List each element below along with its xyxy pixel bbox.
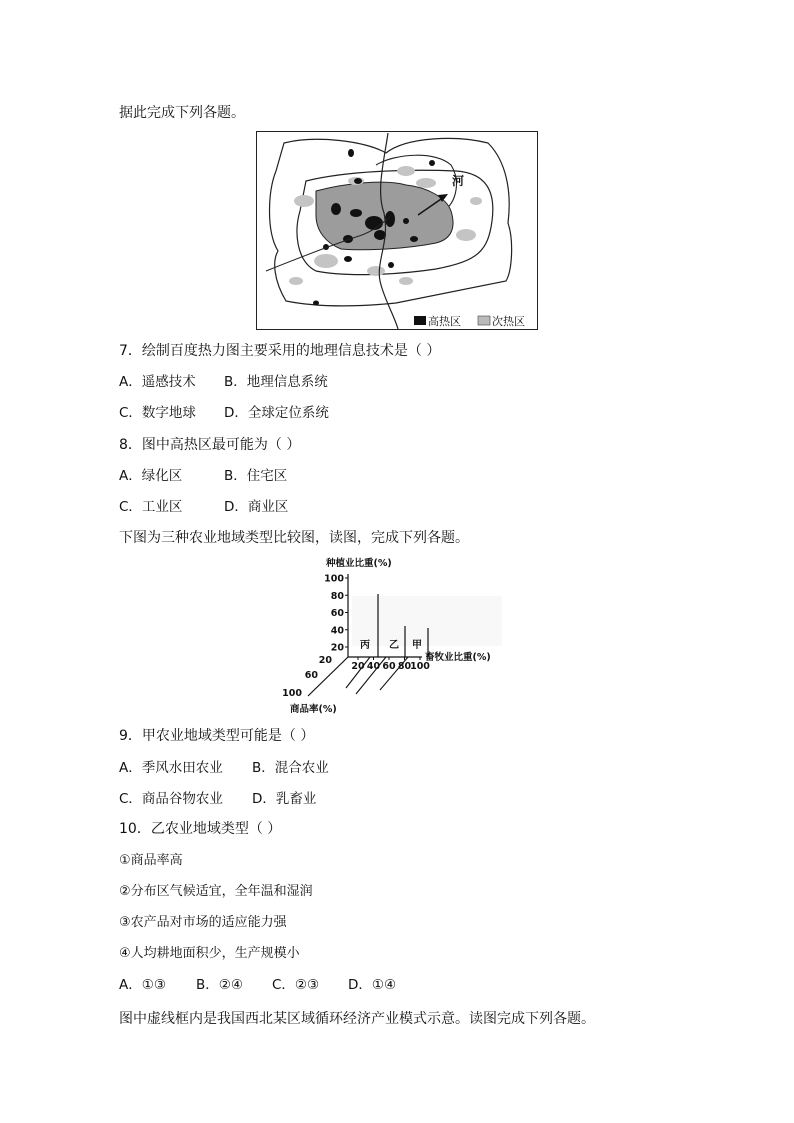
q10-stem: 10．乙农业地域类型（ ） [119,821,282,837]
x-tick-label: 20 [351,661,365,672]
q10-statement-3: ③农产品对市场的适应能力强 [119,915,287,930]
q9-option-a: A．季风水田农业 [119,760,223,776]
category-label-1: 丙 [360,640,370,651]
z-tick-label: 60 [304,670,318,681]
y-tick-label: 20 [330,642,344,654]
q8-option-b: B．住宅区 [224,468,288,484]
x-tick-label: 80 [397,661,412,672]
q9-option-b: B．混合农业 [252,760,329,776]
legend-high-label: 高热区 [428,315,461,328]
legend-sub-label: 次热区 [492,315,525,328]
q10-statement-4: ④人均耕地面积少，生产规模小 [119,946,300,961]
y-tick-label: 100 [324,573,344,585]
x-axis-label: 畜牧业比重(%) [425,652,491,663]
q8-option-d: D．商业区 [224,499,289,515]
intro-text-1: 据此完成下列各题。 [119,105,245,121]
y-axis-label: 种植业比重(%) [326,558,392,569]
q10-statement-2: ②分布区气候适宜，全年温和湿润 [119,884,313,899]
q7-option-b: B．地理信息系统 [224,374,328,390]
q10-option-a: A．①③ [119,977,166,993]
q7-option-c: C．数字地球 [119,405,196,421]
q10-option-b: B．②④ [196,977,243,993]
x-tick-label: 60 [382,661,396,672]
legend-high-swatch [414,316,426,325]
intro-text-2: 下图为三种农业地域类型比较图，读图，完成下列各题。 [119,530,469,546]
z-tick-label: 100 [282,688,302,699]
q10-option-d: D．①④ [348,977,397,993]
q9-stem: 9．甲农业地域类型可能是（ ） [119,728,315,744]
category-label-3: 甲 [412,640,422,651]
q8-option-c: C．工业区 [119,499,183,515]
y-tick-label: 80 [330,590,344,602]
x-tick-label: 40 [366,661,381,672]
q9-option-c: C．商品谷物农业 [119,791,223,807]
z-axis-label: 商品率(%) [290,704,337,715]
q7-option-a: A．遥感技术 [119,374,196,390]
x-tick-label: 100 [410,661,430,672]
legend-sub-swatch [478,316,490,325]
chart-background [352,596,502,646]
q10-option-c: C．②③ [272,977,320,993]
q7-stem: 7．绘制百度热力图主要采用的地理信息技术是（ ） [119,343,441,359]
q7-option-d: D．全球定位系统 [224,405,329,421]
q8-option-a: A．绿化区 [119,468,183,484]
intro-text-3: 图中虚线框内是我国西北某区域循环经济产业模式示意。读图完成下列各题。 [119,1011,595,1027]
q9-option-d: D．乳畜业 [252,791,317,807]
river-label: 河 [452,174,465,188]
z-tick-label: 20 [318,655,332,666]
heat-map-figure [256,131,538,330]
q8-stem: 8．图中高热区最可能为（ ） [119,437,301,453]
category-label-2: 乙 [389,640,399,651]
y-tick-label: 40 [330,625,344,637]
q10-statement-1: ①商品率高 [119,853,183,868]
agriculture-comparison-chart [282,556,514,718]
y-tick-label: 60 [330,608,344,619]
